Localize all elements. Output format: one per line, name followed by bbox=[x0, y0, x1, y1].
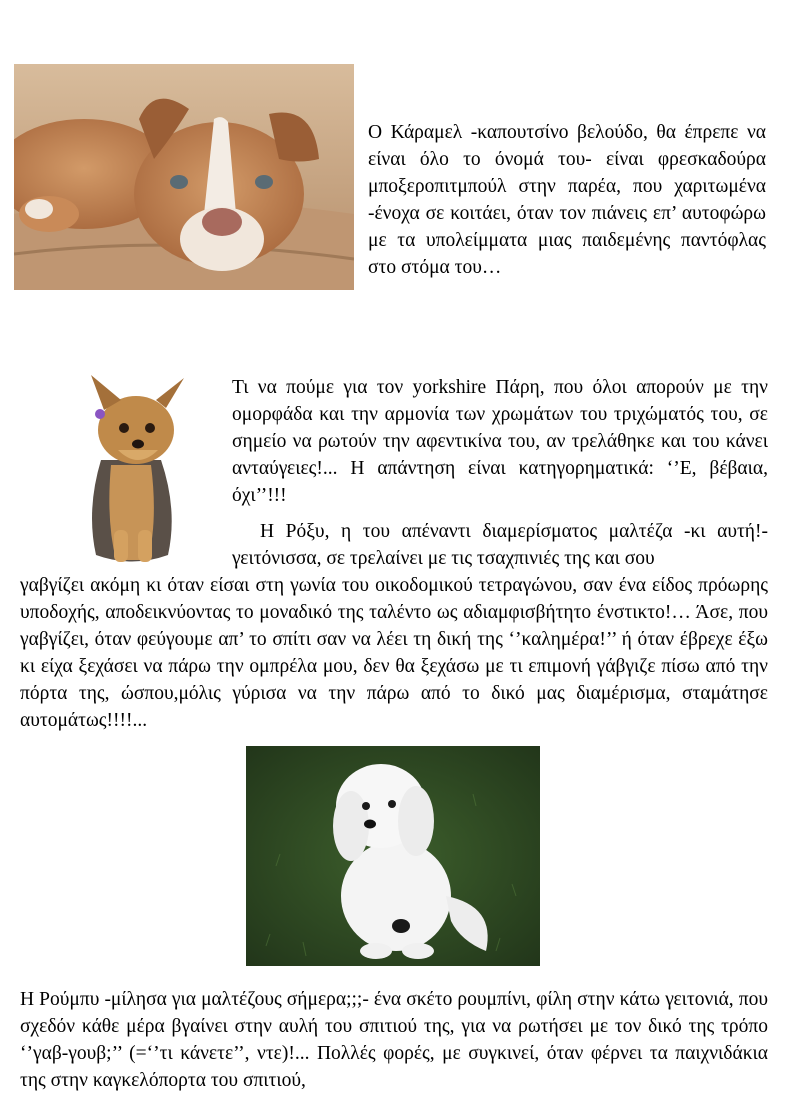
maltese-photo bbox=[246, 746, 540, 966]
paragraph-roxy-start: Η Ρόξυ, η του απέναντι διαμερίσματος μαλτέζα -κι αυτή!- γειτόνισσα, σε τρελαίνει με τις τσαχπινιές της και σου bbox=[232, 521, 768, 569]
paragraph-roubby: Η Ρούμπυ -μίλησα για μαλτέζους σήμερα;;;- ένα σκέτο ρουμπίνι, φίλη στην κάτω γειτονιά, που σχεδόν κάθε μέρα βγαίνει στην αυλή του σπιτιού της, για να ρωτήσει με τον δικό της τρόπο ‘’γαβ-γουβ;’’ (=‘’τι κάνετε’’, ντε)!... Πολλές φορές, με συγκινεί, όταν φέρνει τα παιχνιδάκια της στην καγκελόπορτα του σπιτιού, bbox=[20, 989, 768, 1091]
pitbull-photo bbox=[14, 64, 354, 290]
yorkshire-photo bbox=[56, 370, 208, 570]
paragraph-caramel: Ο Κάραμελ -καπουτσίνο βελούδο, θα έπρεπε να είναι όλο το όνομά του- είναι φρεσκαδούρα μποξεροπιτμπούλ στην παρέα, που χαριτωμένα -ένοχα σε κοιτάει, όταν τον πιάνεις επ’ αυτοφώρω με τα υπολείμματα μιας παιδεμένης παντόφλας στο στόμα του… bbox=[368, 122, 766, 278]
paragraph-yorkshire: Τι να πούμε για τον yorkshire Πάρη, που όλοι απορούν με την ομορφάδα και την αρμονία των χρωμάτων του τριχώματός του, σε σημείο να ρωτούν την αφεντικίνα του, αν τρελάθηκε και του κάνει ανταύγειες!... Η απάντηση είναι κατηγορηματικά: ‘’Ε, βέβαια, όχι’’!!! bbox=[232, 377, 768, 506]
paragraph-roxy-rest: γαβγίζει ακόμη κι όταν είσαι στη γωνία του οικοδομικού τετραγώνου, σαν ένα είδος πρόωρης υποδοχής, αποδεικνύοντας το μοναδικό της ταλέντο ως αδιαμφισβήτητο ένστικτο!… Άσε, που γαβγίζει, όταν φεύγουμε απ’ το σπίτι σαν να λέει τη δική της ‘’καλημέρα!’’ ή όταν έβρεχε έξω κι είχα ξεχάσει να πάρω την ομπρέλα μου, δεν θα ξεχάσω με τι επιμονή γάβγιζε πίσω από την πόρτα της, ώσπου,μόλις γύρισα να την πάρω από το δικό μας διαμέρισμα, σταμάτησε αυτομάτως!!!!... bbox=[20, 575, 768, 731]
